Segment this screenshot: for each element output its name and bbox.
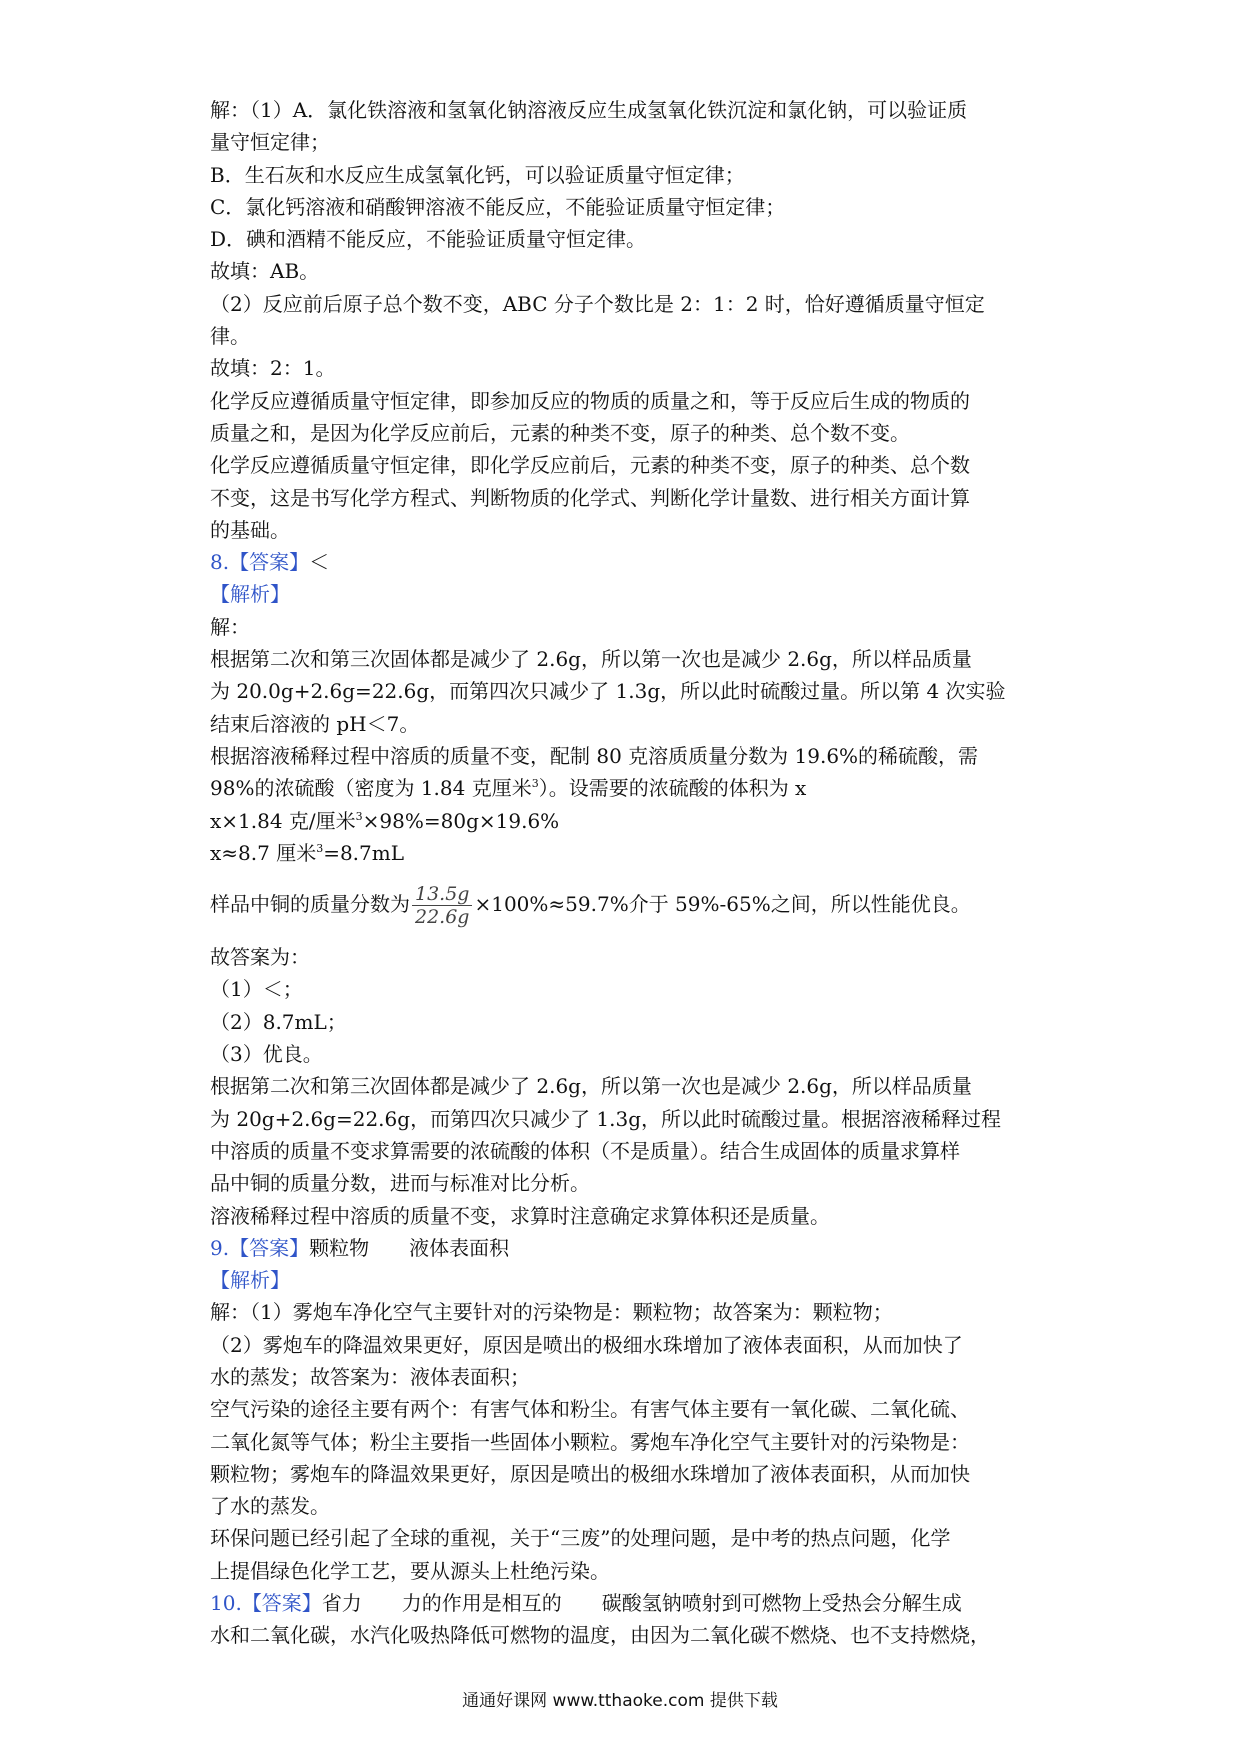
superscript: 3 — [531, 777, 539, 791]
answer-tag: 【答案】 — [229, 1235, 310, 1260]
text-segment: 样品中铜的质量分数为 — [210, 892, 410, 917]
text-line: 了水的蒸发。 — [210, 1494, 330, 1519]
text-line: 上提倡绿色化学工艺，要从源头上杜绝污染。 — [210, 1558, 610, 1583]
document-body — [210, 94, 1044, 1652]
text-segment: x×1.84 克/厘米 — [210, 808, 356, 833]
text-line: 为 20.0g+2.6g=22.6g，而第四次只减少了 1.3g，所以此时硫酸过量。所以第 4 次实验 — [210, 679, 1006, 704]
text-line: 根据溶液稀释过程中溶质的质量不变，配制 80 克溶质质量分数为 19.6%的稀硫酸，需 — [210, 743, 979, 768]
text-line: （2）反应前后原子总个数不变，ABC 分子个数比是 2：1：2 时，恰好遵循质量守恒定 — [210, 291, 985, 316]
text-line: 颗粒物；雾炮车的降温效果更好，原因是喷出的极细水珠增加了液体表面积，从而加快 — [210, 1461, 970, 1486]
text-line: （1）＜； — [210, 977, 303, 1002]
text-line: 根据第二次和第三次固体都是减少了 2.6g，所以第一次也是减少 2.6g，所以样品质量 — [210, 1074, 972, 1099]
text-line: 环保问题已经引起了全球的重视，关于“三废”的处理问题，是中考的热点问题，化学 — [210, 1526, 951, 1551]
text-line: 不变，这是书写化学方程式、判断物质的化学式、判断化学计量数、进行相关方面计算 — [210, 485, 970, 510]
answer-heading — [210, 1232, 1044, 1264]
text-line: 结束后溶液的 pH＜7。 — [210, 711, 420, 736]
text-segment: ）。设需要的浓硫酸的体积为 x — [538, 776, 807, 801]
answer-text: ＜ — [309, 550, 330, 575]
answer-tag: 【答案】 — [229, 550, 310, 575]
superscript: 3 — [355, 809, 363, 823]
fraction — [412, 883, 472, 928]
fraction-denominator: 22.6g — [415, 906, 470, 929]
text-line: 质量之和，是因为化学反应前后，元素的种类不变，原子的种类、总个数不变。 — [210, 420, 910, 445]
superscript: 3 — [316, 841, 324, 855]
answer-block-q8 — [210, 546, 1044, 1232]
answer-block-q9 — [210, 1232, 1044, 1587]
text-line: 溶液稀释过程中溶质的质量不变，求算时注意确定求算体积还是质量。 — [210, 1203, 830, 1228]
text-line: 解： — [210, 614, 250, 639]
text-line: 二氧化氮等气体；粉尘主要指一些固体小颗粒。雾炮车净化空气主要针对的污染物是： — [210, 1429, 970, 1454]
text-line: 根据第二次和第三次固体都是减少了 2.6g，所以第一次也是减少 2.6g，所以样品质量 — [210, 647, 972, 672]
analysis-tag: 【解析】 — [210, 1268, 290, 1293]
text-line: 化学反应遵循质量守恒定律，即化学反应前后，元素的种类不变，原子的种类、总个数 — [210, 453, 970, 478]
question-number: 10. — [210, 1591, 242, 1616]
text-line: 故答案为： — [210, 945, 310, 970]
text-line: （3）优良。 — [210, 1042, 323, 1067]
text-segment: =8.7mL — [323, 840, 405, 865]
answer-block-q10 — [210, 1587, 1044, 1652]
question-number: 9. — [210, 1235, 230, 1260]
text-line: 空气污染的途径主要有两个：有害气体和粉尘。有害气体主要有一氧化碳、二氧化硫、 — [210, 1397, 970, 1422]
text-line: 中溶质的质量不变求算需要的浓硫酸的体积（不是质量）。结合生成固体的质量求算样 — [210, 1138, 960, 1163]
text-segment: x≈8.7 厘米 — [210, 840, 317, 865]
text-line: C．氯化钙溶液和硝酸钾溶液不能反应，不能验证质量守恒定律； — [210, 194, 786, 219]
text-line: （2）雾炮车的降温效果更好，原因是喷出的极细水珠增加了液体表面积，从而加快了 — [210, 1332, 963, 1357]
answer-block-q7 — [210, 94, 1044, 546]
text-line: 为 20g+2.6g=22.6g，而第四次只减少了 1.3g，所以此时硫酸过量。根据溶液稀释过程 — [210, 1106, 1002, 1131]
text-line: 的基础。 — [210, 517, 290, 542]
text-line: 律。 — [210, 324, 250, 349]
text-line: B．生石灰和水反应生成氢氧化钙，可以验证质量守恒定律； — [210, 162, 745, 187]
text-segment: 98%的浓硫酸（密度为 1.84 克厘米 — [210, 776, 532, 801]
text-line — [210, 772, 1044, 804]
text-line: 品中铜的质量分数，进而与标准对比分析。 — [210, 1171, 590, 1196]
text-segment: ×98%=80g×19.6% — [362, 808, 560, 833]
text-line: 水和二氧化碳，水汽化吸热降低可燃物的温度，由因为二氧化碳不燃烧、也不支持燃烧， — [210, 1623, 990, 1648]
text-line: D．碘和酒精不能反应，不能验证质量守恒定律。 — [210, 227, 647, 252]
answer-text: 颗粒物 液体表面积 — [309, 1235, 510, 1260]
fraction-line — [210, 873, 1044, 935]
text-line: 水的蒸发；故答案为：液体表面积； — [210, 1364, 530, 1389]
text-line: 化学反应遵循质量守恒定律，即参加反应的物质的质量之和，等于反应后生成的物质的 — [210, 388, 970, 413]
text-line: 解：（1）雾炮车净化空气主要针对的污染物是：颗粒物；故答案为：颗粒物； — [210, 1300, 893, 1325]
equation-line — [210, 805, 1044, 837]
fraction-numerator: 13.5g — [412, 883, 472, 906]
equation-line — [210, 837, 1044, 869]
text-line: （2）8.7mL； — [210, 1009, 347, 1034]
question-number: 8. — [210, 550, 230, 575]
text-segment: ×100%≈59.7%介于 59%-65%之间，所以性能优良。 — [474, 892, 971, 917]
text-line: 故填：AB。 — [210, 259, 320, 284]
analysis-tag: 【解析】 — [210, 582, 290, 607]
answer-heading — [210, 546, 1044, 578]
answer-text: 省力 力的作用是相互的 碳酸氢钠喷射到可燃物上受热会分解生成 — [321, 1591, 962, 1616]
text-line: 量守恒定律； — [210, 130, 330, 155]
text-line: 故填：2：1。 — [210, 356, 336, 381]
page-footer: 通通好课网 www.tthaoke.com 提供下载 — [462, 1691, 778, 1711]
answer-tag: 【答案】 — [241, 1591, 322, 1616]
answer-heading — [210, 1587, 1044, 1619]
text-line: 解：（1）A．氯化铁溶液和氢氧化钠溶液反应生成氢氧化铁沉淀和氯化钠，可以验证质 — [210, 98, 968, 122]
